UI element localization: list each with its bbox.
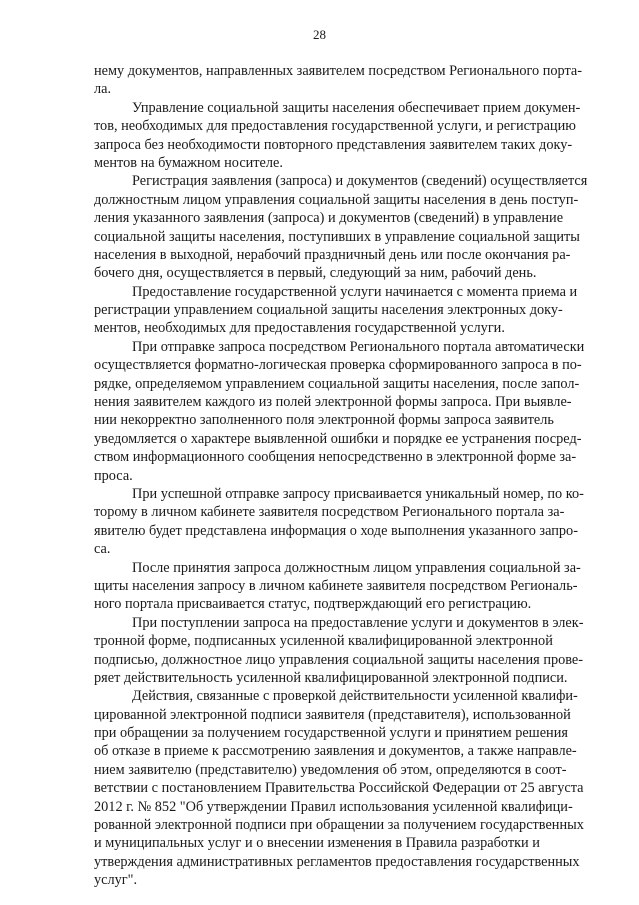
text-line: осуществляется форматно-логическая проверка сформированного запроса в по- <box>94 357 582 374</box>
text-line: услуг". <box>94 872 138 889</box>
text-line: подписью, должностное лицо управления социальной защиты населения прове- <box>94 651 584 668</box>
text-line: щиты населения запросу в личном кабинете заявителя посредством Региональ- <box>94 577 578 594</box>
paragraph <box>94 99 581 173</box>
page-number: 28 <box>313 27 326 42</box>
text-line: населения в выходной, нерабочий праздничный день или после окончания ра- <box>94 246 571 263</box>
text-line: нием заявителю (представителю) уведомления об этом, определяются в соот- <box>94 761 567 778</box>
text-line: явителю будет представлена информация о ходе выполнения указанного запро- <box>94 522 578 539</box>
text-line: социальной защиты населения, поступивших в управление социальной защиты <box>94 228 580 245</box>
text-line: ментов, необходимых для предоставления государственной услуги. <box>94 320 505 337</box>
paragraph <box>94 485 584 559</box>
text-line: рядке, определяемом управлением социальной защиты населения, после запол- <box>94 375 580 392</box>
paragraph <box>94 283 578 338</box>
text-line: ряет действительность усиленной квалифицированной электронной подписи. <box>94 669 568 686</box>
text-line: торому в личном кабинете заявителя посредством Регионального портала за- <box>94 504 565 521</box>
text-line: Действия, связанные с проверкой действительности усиленной квалифи- <box>132 688 578 705</box>
text-line: уведомляется о характере выявленной ошибки и порядке ее устранения посред- <box>94 430 582 447</box>
paragraph <box>94 62 583 99</box>
text-line: ветствии с постановлением Правительства Российской Федерации от 25 августа <box>94 780 584 797</box>
text-line: при обращении за получением государственной услуги и принятием решения <box>94 725 568 742</box>
text-line: 2012 г. № 852 "Об утверждении Правил использования усиленной квалифици- <box>94 798 573 815</box>
document-body <box>94 62 588 890</box>
text-line: тов, необходимых для предоставления государственной услуги, и регистрацию <box>94 118 576 135</box>
text-line: Управление социальной защиты населения обеспечивает прием докумен- <box>132 99 581 116</box>
paragraph <box>94 172 588 282</box>
paragraph <box>94 338 585 485</box>
text-line: са. <box>94 541 111 558</box>
text-line: тронной форме, подписанных усиленной квалифицированной электронной <box>94 633 553 650</box>
text-line: ством информационного сообщения непосредственно в электронной форме за- <box>94 449 577 466</box>
text-line: При успешной отправке запросу присваивается уникальный номер, по ко- <box>132 485 584 502</box>
text-line: После принятия запроса должностным лицом управления социальной за- <box>132 559 581 576</box>
text-line: регистрации управлением социальной защиты населения электронных доку- <box>94 302 563 319</box>
paragraph <box>94 559 581 614</box>
text-line: и муниципальных услуг и о внесении изменения в Правила разработки и <box>94 835 540 852</box>
text-line: цированной электронной подписи заявителя (представителя), использованной <box>94 706 571 723</box>
text-line: запроса без необходимости повторного представления заявителем таких доку- <box>94 136 573 153</box>
text-line: проса. <box>94 467 133 484</box>
text-line: должностным лицом управления социальной защиты населения в день поступ- <box>94 191 579 208</box>
text-line: рованной электронной подписи при обращении за получением государственных <box>94 817 584 834</box>
text-line: об отказе в приеме к рассмотрению заявления и документов, а также направле- <box>94 743 577 760</box>
text-line: нии некорректно заполненного поля электронной формы запроса заявитель <box>94 412 554 429</box>
text-line: утверждения административных регламентов предоставления государственных <box>94 853 580 870</box>
paragraph <box>94 614 584 688</box>
text-line: При отправке запроса посредством Регионального портала автоматически <box>132 338 585 355</box>
text-line: бочего дня, осуществляется в первый, следующий за ним, рабочий день. <box>94 265 537 282</box>
text-line: ного портала присваивается статус, подтверждающий его регистрацию. <box>94 596 532 613</box>
text-line: Предоставление государственной услуги начинается с момента приема и <box>132 283 578 300</box>
paragraph <box>94 687 584 889</box>
text-line: ментов на бумажном носителе. <box>94 154 283 171</box>
text-line: нения заявителем каждого из полей электронной формы запроса. При выявле- <box>94 394 572 411</box>
text-line: ления указанного заявления (запроса) и документов (сведений) в управление <box>94 210 564 227</box>
text-line: ла. <box>94 81 112 98</box>
text-line: Регистрация заявления (запроса) и документов (сведений) осуществляется <box>132 173 588 190</box>
text-line: нему документов, направленных заявителем посредством Регионального порта- <box>94 63 583 79</box>
text-line: При поступлении запроса на предоставление услуги и документов в элек- <box>132 614 584 631</box>
